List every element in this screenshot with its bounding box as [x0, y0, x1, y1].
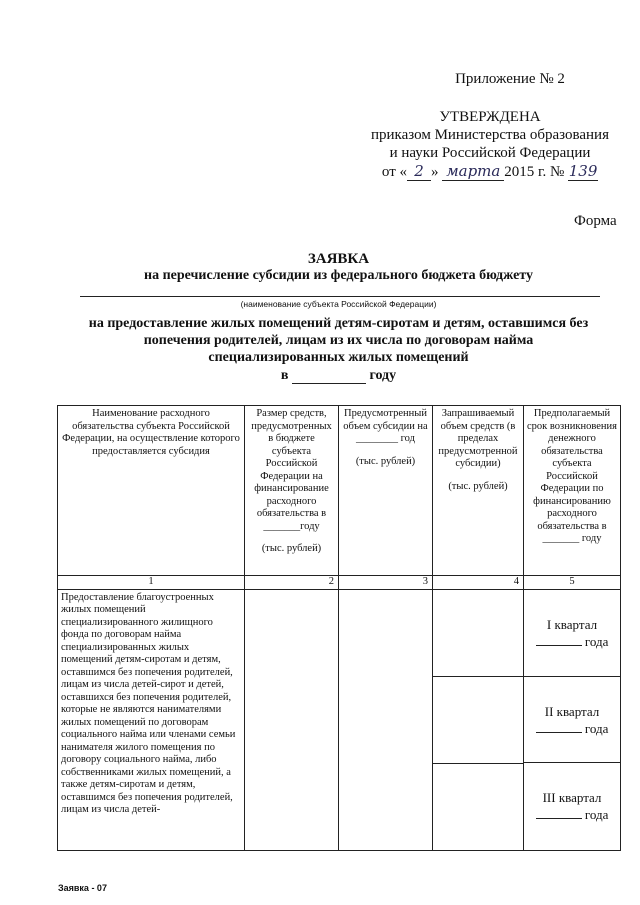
form-label: Форма — [574, 213, 617, 229]
col-number-2: 2 — [245, 576, 339, 590]
order-date-line — [360, 162, 620, 181]
subject-caption: (наименование субъекта Российской Федерации) — [240, 299, 437, 309]
quarter-3[interactable]: III квартал года — [524, 762, 620, 848]
request-table — [57, 405, 621, 851]
order-number: 139 — [568, 162, 598, 180]
title-line-2: на предоставление жилых помещений детям-сиротам и детям, оставшимся без — [88, 316, 589, 331]
document-title: ЗАЯВКА — [307, 251, 370, 267]
col-number-1: 1 — [58, 576, 245, 590]
title-line-1: на перечисление субсидии из федерального бюджета бюджету — [144, 268, 533, 283]
date-day: 2 — [407, 162, 431, 181]
date-month: марта — [442, 162, 504, 181]
col-number-4: 4 — [433, 576, 524, 590]
title-line-3: попечения родителей, лицам из их числа по договорам найма — [143, 333, 534, 348]
title-year-line: в году — [280, 368, 397, 383]
col-number-3: 3 — [339, 576, 433, 590]
requested-amount-cell[interactable] — [433, 589, 524, 850]
col5-header: Предполагаемый срок возникновения денежного обязательства субъекта Российской Федерации по финансированию расходного обязательства в _______ году — [524, 406, 621, 576]
footer-code: Заявка - 07 — [58, 883, 107, 893]
table-row — [58, 589, 621, 850]
col1-header: Наименование расходного обязательства субъекта Российской Федерации, на осуществление которого предоставляется субсидия — [58, 406, 245, 576]
order-line-2: и науки Российской Федерации — [389, 145, 591, 161]
appendix-label: Приложение № 2 — [455, 71, 565, 87]
expense-obligation-cell: Предоставление благоустроенных жилых помещений специализированного жилищного фонда по договорам найма специализированных жилых помещений детям-сиротам и детям, оставшимся без попечения родителей, лицам из числа детей-сирот и детей, оставшихся без попечения родителей, которые не являются нанимателями жилых помещений по договорам социального найма или членами семьи нанимателя жилого помещения по договору социального найма, либо собственниками жилых помещений, а также детям-сиротам и детям, оставшимся без попечения родителей, лицам из числа детей- — [58, 589, 245, 850]
col2-header: Размер средств, предусмотренных в бюджете субъекта Российской Федерации на финансирование расходного обязательства в _______году (тыс. рублей) — [245, 406, 339, 576]
date-mid: » — [431, 164, 439, 180]
subject-name-line[interactable] — [80, 296, 600, 297]
quarter-1[interactable]: I квартал года — [524, 590, 620, 676]
table-header-row — [58, 406, 621, 576]
approved-label: УТВЕРЖДЕНА — [439, 109, 541, 125]
quarters-cell — [524, 589, 621, 850]
title-line-4: специализированных жилых помещений — [208, 350, 469, 365]
quarter-2[interactable]: II квартал года — [524, 676, 620, 762]
order-line-1: приказом Министерства образования — [371, 127, 609, 143]
year-field[interactable] — [292, 369, 366, 384]
budget-amount-cell[interactable] — [245, 589, 339, 850]
col-number-5: 5 — [524, 576, 621, 590]
subsidy-amount-cell[interactable] — [339, 589, 433, 850]
col4-header: Запрашиваемый объем средств (в пределах предусмотренной субсидии) (тыс. рублей) — [433, 406, 524, 576]
column-number-row — [58, 576, 621, 590]
date-year: 2015 г. № — [504, 164, 565, 180]
date-prefix: от « — [381, 164, 408, 180]
col3-header: Предусмотренный объем субсидии на ________ год (тыс. рублей) — [339, 406, 433, 576]
